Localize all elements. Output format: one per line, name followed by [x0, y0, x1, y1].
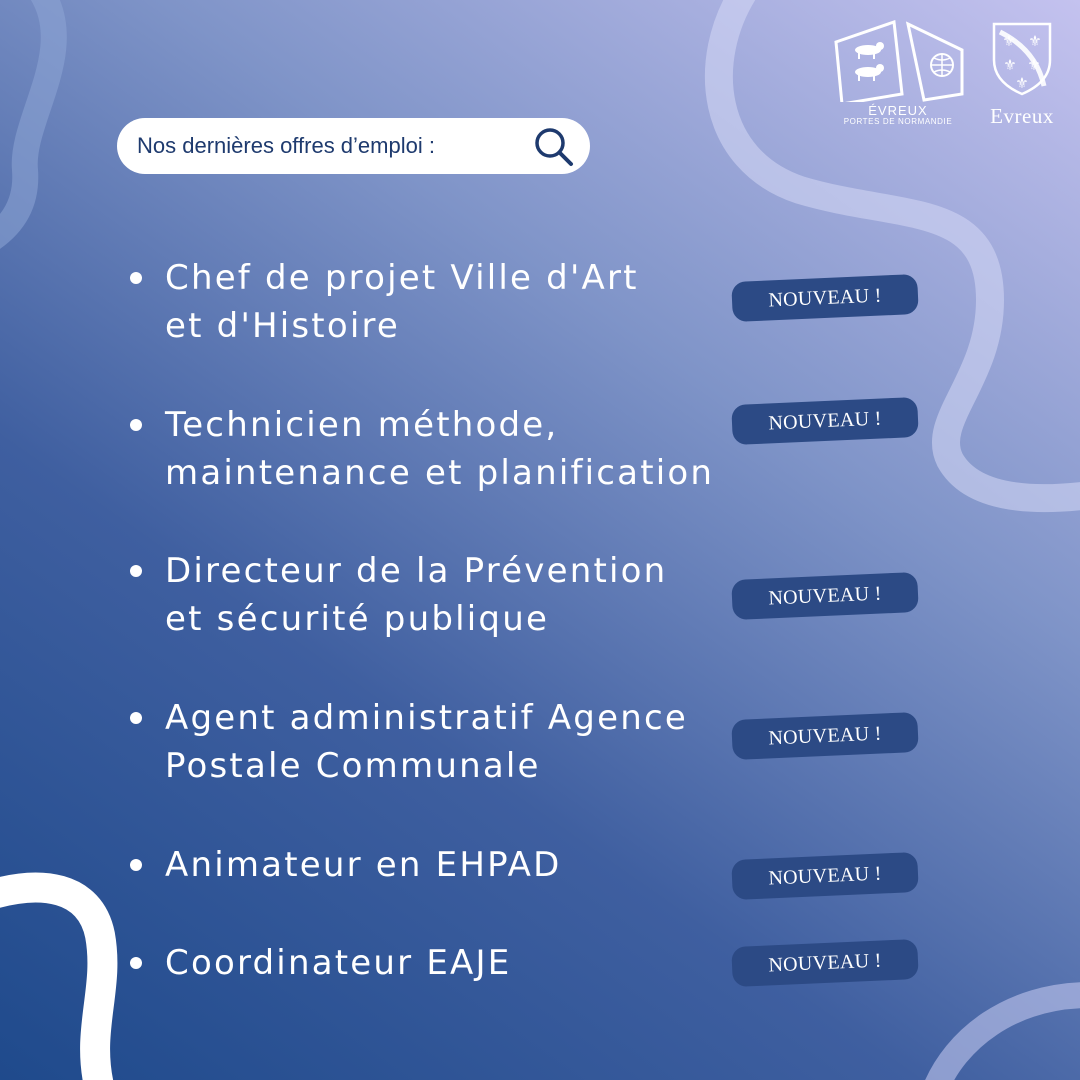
- agglomeration-logo: [828, 20, 968, 127]
- job-title-line-1: Chef de projet Ville d'Art: [165, 258, 639, 298]
- job-item[interactable]: [130, 841, 770, 889]
- bullet: [130, 859, 142, 871]
- svg-text:⚜: ⚜: [1015, 74, 1029, 92]
- logo-area: [828, 20, 1054, 129]
- bullet: [130, 565, 142, 577]
- job-title-line-2: maintenance et planification: [165, 453, 715, 493]
- job-title-line-2: et d'Histoire: [165, 306, 401, 346]
- search-icon[interactable]: [532, 125, 576, 169]
- bullet: [130, 272, 142, 284]
- svg-text:⚜: ⚜: [1027, 56, 1041, 74]
- search-label: Nos dernières offres d’emploi :: [137, 133, 435, 158]
- job-title-line-2: Postale Communale: [165, 746, 541, 786]
- city-name: Evreux: [990, 104, 1054, 128]
- bullet: [130, 712, 142, 724]
- job-offers-search-bar[interactable]: [117, 118, 590, 174]
- job-title-line-2: et sécurité publique: [165, 599, 550, 639]
- top-left-ribbon: [0, 0, 54, 240]
- new-badge: NOUVEAU !: [731, 397, 919, 445]
- new-badge: NOUVEAU !: [731, 712, 919, 760]
- new-badge: NOUVEAU !: [731, 572, 919, 620]
- job-title-line-1: Coordinateur EAJE: [165, 943, 512, 983]
- bullet: [130, 419, 142, 431]
- bullet: [130, 957, 142, 969]
- svg-text:⚜: ⚜: [1002, 32, 1016, 50]
- job-item[interactable]: [130, 547, 770, 643]
- new-badge: NOUVEAU !: [731, 939, 919, 987]
- agglomeration-name: ÉVREUX: [868, 103, 928, 118]
- new-badge: NOUVEAU !: [731, 852, 919, 900]
- agglomeration-subtitle: PORTES DE NORMANDIE: [843, 117, 953, 126]
- job-item[interactable]: [130, 401, 770, 497]
- new-badge: NOUVEAU !: [731, 274, 919, 322]
- job-title-line-1: Animateur en EHPAD: [165, 845, 562, 885]
- job-item[interactable]: [130, 939, 770, 987]
- job-title-line-1: Agent administratif Agence: [165, 698, 688, 738]
- fleur-de-lis-shield-icon: [990, 20, 1054, 96]
- svg-text:⚜: ⚜: [1028, 32, 1042, 50]
- city-logo: [990, 20, 1054, 129]
- job-title-line-1: Directeur de la Prévention: [165, 551, 668, 591]
- svg-text:⚜: ⚜: [1003, 56, 1017, 74]
- job-item[interactable]: [130, 694, 770, 790]
- job-item[interactable]: [130, 254, 770, 350]
- agglomeration-emblem-icon: [828, 20, 968, 102]
- job-title-line-1: Technicien méthode,: [165, 405, 559, 445]
- bottom-right-ribbon: [935, 995, 1080, 1080]
- bottom-left-ribbon: [0, 888, 102, 1080]
